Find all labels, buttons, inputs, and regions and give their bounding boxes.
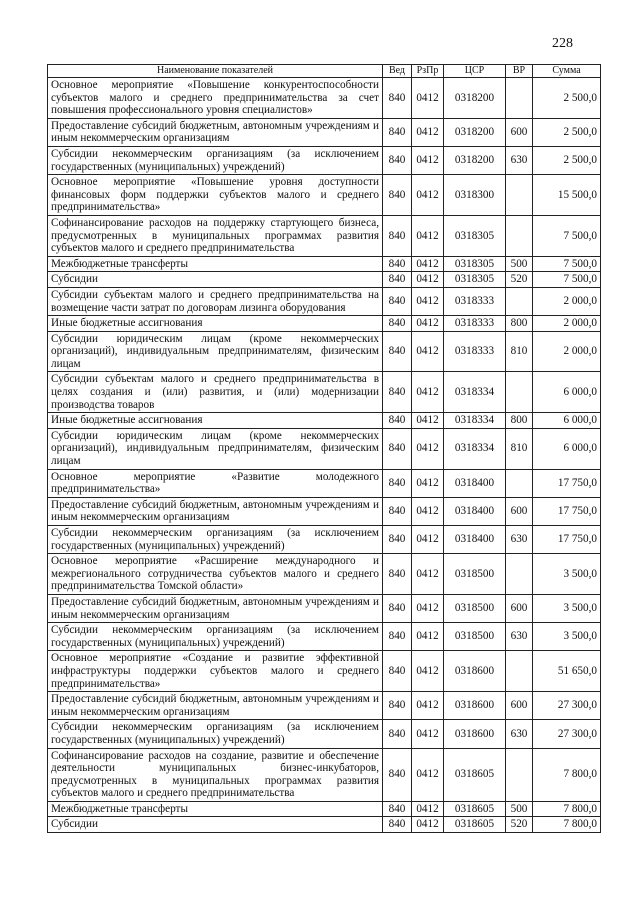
table-row <box>48 594 601 622</box>
row-name: Субсидии субъектам малого и среднего предпринимательства в целях создания и (или) развития, и (или) модернизации производства товаров <box>48 372 383 413</box>
row-ved: 840 <box>383 256 412 272</box>
row-csr: 0318334 <box>444 413 506 429</box>
row-name: Основное мероприятие «Повышение конкурентоспособности субъектов малого и среднего предпринимательства за счет повышения профессионального уровня специалистов» <box>48 78 383 119</box>
row-csr: 0318500 <box>444 554 506 595</box>
row-csr: 0318200 <box>444 146 506 174</box>
row-sum: 17 750,0 <box>533 497 601 525</box>
row-rzpr: 0412 <box>412 78 444 119</box>
table-row <box>48 817 601 833</box>
table-row <box>48 413 601 429</box>
row-name: Основное мероприятие «Создание и развитие эффективной инфраструктуры поддержки субъектов малого и среднего предпринимательства» <box>48 651 383 692</box>
row-csr: 0318333 <box>444 331 506 372</box>
page-number: 228 <box>552 36 573 51</box>
row-name: Субсидии некоммерческим организациям (за исключением государственных (муниципальных) учреждений) <box>48 146 383 174</box>
row-rzpr: 0412 <box>412 469 444 497</box>
row-ved: 840 <box>383 78 412 119</box>
row-ved: 840 <box>383 497 412 525</box>
row-csr: 0318200 <box>444 118 506 146</box>
row-rzpr: 0412 <box>412 372 444 413</box>
row-ved: 840 <box>383 801 412 817</box>
row-vr <box>506 651 533 692</box>
row-csr: 0318305 <box>444 272 506 288</box>
row-vr: 630 <box>506 623 533 651</box>
header-name: Наименование показателей <box>48 65 383 78</box>
row-ved: 840 <box>383 413 412 429</box>
row-vr <box>506 78 533 119</box>
table-row <box>48 497 601 525</box>
row-vr: 810 <box>506 428 533 469</box>
row-name: Межбюджетные трансферты <box>48 256 383 272</box>
row-csr: 0318305 <box>444 215 506 256</box>
row-vr <box>506 215 533 256</box>
row-ved: 840 <box>383 372 412 413</box>
row-name: Софинансирование расходов на поддержку стартующего бизнеса, предусмотренных в муниципальных программах развития субъектов малого и среднего предпринимательства <box>48 215 383 256</box>
row-sum: 2 500,0 <box>533 78 601 119</box>
row-sum: 15 500,0 <box>533 175 601 216</box>
table-header-row <box>48 65 601 78</box>
row-vr: 500 <box>506 256 533 272</box>
table-row <box>48 146 601 174</box>
row-name: Основное мероприятие «Расширение международного и межрегионального сотрудничества субъектов малого и среднего предпринимательства Томской области» <box>48 554 383 595</box>
row-csr: 0318605 <box>444 748 506 801</box>
table-row <box>48 651 601 692</box>
row-sum: 7 500,0 <box>533 272 601 288</box>
table-row <box>48 272 601 288</box>
header-vr: ВР <box>506 65 533 78</box>
row-rzpr: 0412 <box>412 413 444 429</box>
row-ved: 840 <box>383 692 412 720</box>
row-rzpr: 0412 <box>412 554 444 595</box>
row-sum: 2 500,0 <box>533 146 601 174</box>
row-vr: 600 <box>506 692 533 720</box>
row-sum: 3 500,0 <box>533 594 601 622</box>
header-sum: Сумма <box>533 65 601 78</box>
row-vr <box>506 748 533 801</box>
row-sum: 2 500,0 <box>533 118 601 146</box>
row-csr: 0318500 <box>444 594 506 622</box>
row-sum: 51 650,0 <box>533 651 601 692</box>
row-name: Субсидии <box>48 817 383 833</box>
row-vr <box>506 469 533 497</box>
row-name: Субсидии юридическим лицам (кроме некоммерческих организаций), индивидуальным предпринимателям, физическим лицам <box>48 428 383 469</box>
row-csr: 0318334 <box>444 428 506 469</box>
row-rzpr: 0412 <box>412 175 444 216</box>
row-name: Софинансирование расходов на создание, развитие и обеспечение деятельности муниципальных бизнес-инкубаторов, предусмотренных в муниципальных программах развития субъектов малого и среднего предпринимательства <box>48 748 383 801</box>
row-rzpr: 0412 <box>412 256 444 272</box>
row-name: Субсидии <box>48 272 383 288</box>
row-rzpr: 0412 <box>412 428 444 469</box>
row-vr: 520 <box>506 272 533 288</box>
row-sum: 7 800,0 <box>533 801 601 817</box>
row-sum: 3 500,0 <box>533 554 601 595</box>
row-rzpr: 0412 <box>412 594 444 622</box>
row-name: Основное мероприятие «Повышение уровня доступности финансовых форм поддержки субъектов малого и среднего предпринимательства» <box>48 175 383 216</box>
row-name: Предоставление субсидий бюджетным, автономным учреждениям и иным некоммерческим организациям <box>48 497 383 525</box>
table-row <box>48 256 601 272</box>
row-vr: 810 <box>506 331 533 372</box>
row-rzpr: 0412 <box>412 692 444 720</box>
table-row <box>48 801 601 817</box>
row-csr: 0318500 <box>444 623 506 651</box>
row-vr: 600 <box>506 594 533 622</box>
row-csr: 0318600 <box>444 651 506 692</box>
row-rzpr: 0412 <box>412 497 444 525</box>
row-sum: 7 500,0 <box>533 256 601 272</box>
row-ved: 840 <box>383 817 412 833</box>
row-csr: 0318605 <box>444 801 506 817</box>
row-rzpr: 0412 <box>412 316 444 332</box>
row-vr <box>506 554 533 595</box>
row-rzpr: 0412 <box>412 817 444 833</box>
row-name: Межбюджетные трансферты <box>48 801 383 817</box>
row-vr: 800 <box>506 316 533 332</box>
row-ved: 840 <box>383 146 412 174</box>
row-ved: 840 <box>383 287 412 315</box>
row-csr: 0318605 <box>444 817 506 833</box>
row-vr: 630 <box>506 146 533 174</box>
row-name: Субсидии некоммерческим организациям (за исключением государственных (муниципальных) учреждений) <box>48 526 383 554</box>
row-name: Субсидии некоммерческим организациям (за исключением государственных (муниципальных) учреждений) <box>48 623 383 651</box>
row-name: Основное мероприятие «Развитие молодежного предпринимательства» <box>48 469 383 497</box>
row-csr: 0318333 <box>444 287 506 315</box>
row-csr: 0318600 <box>444 692 506 720</box>
row-ved: 840 <box>383 428 412 469</box>
row-vr: 630 <box>506 526 533 554</box>
row-rzpr: 0412 <box>412 118 444 146</box>
table-row <box>48 623 601 651</box>
table-row <box>48 469 601 497</box>
table-row <box>48 428 601 469</box>
row-csr: 0318334 <box>444 372 506 413</box>
row-rzpr: 0412 <box>412 215 444 256</box>
header-rzpr: РзПр <box>412 65 444 78</box>
row-rzpr: 0412 <box>412 720 444 748</box>
row-rzpr: 0412 <box>412 623 444 651</box>
budget-table <box>47 64 601 833</box>
row-ved: 840 <box>383 651 412 692</box>
row-sum: 7 800,0 <box>533 817 601 833</box>
header-ved: Вед <box>383 65 412 78</box>
row-name: Субсидии юридическим лицам (кроме некоммерческих организаций), индивидуальным предпринимателям, физическим лицам <box>48 331 383 372</box>
row-vr <box>506 372 533 413</box>
row-name: Предоставление субсидий бюджетным, автономным учреждениям и иным некоммерческим организациям <box>48 692 383 720</box>
table-row <box>48 331 601 372</box>
row-csr: 0318600 <box>444 720 506 748</box>
row-csr: 0318300 <box>444 175 506 216</box>
row-rzpr: 0412 <box>412 801 444 817</box>
row-rzpr: 0412 <box>412 331 444 372</box>
row-ved: 840 <box>383 526 412 554</box>
row-ved: 840 <box>383 272 412 288</box>
row-vr <box>506 287 533 315</box>
row-name: Субсидии некоммерческим организациям (за исключением государственных (муниципальных) учреждений) <box>48 720 383 748</box>
row-ved: 840 <box>383 720 412 748</box>
row-vr: 630 <box>506 720 533 748</box>
table-row <box>48 175 601 216</box>
row-csr: 0318400 <box>444 497 506 525</box>
row-vr: 800 <box>506 413 533 429</box>
row-sum: 3 500,0 <box>533 623 601 651</box>
row-sum: 6 000,0 <box>533 372 601 413</box>
table-row <box>48 215 601 256</box>
row-vr: 600 <box>506 118 533 146</box>
row-ved: 840 <box>383 175 412 216</box>
row-name: Иные бюджетные ассигнования <box>48 413 383 429</box>
row-sum: 7 500,0 <box>533 215 601 256</box>
row-ved: 840 <box>383 748 412 801</box>
table-row <box>48 526 601 554</box>
row-sum: 2 000,0 <box>533 287 601 315</box>
row-ved: 840 <box>383 594 412 622</box>
row-ved: 840 <box>383 469 412 497</box>
row-vr: 500 <box>506 801 533 817</box>
row-ved: 840 <box>383 331 412 372</box>
row-name: Предоставление субсидий бюджетным, автономным учреждениям и иным некоммерческим организациям <box>48 594 383 622</box>
row-csr: 0318333 <box>444 316 506 332</box>
row-sum: 7 800,0 <box>533 748 601 801</box>
row-ved: 840 <box>383 316 412 332</box>
row-rzpr: 0412 <box>412 272 444 288</box>
row-sum: 17 750,0 <box>533 526 601 554</box>
row-rzpr: 0412 <box>412 748 444 801</box>
row-sum: 27 300,0 <box>533 720 601 748</box>
row-name: Субсидии субъектам малого и среднего предпринимательства на возмещение части затрат по договорам лизинга оборудования <box>48 287 383 315</box>
table-row <box>48 748 601 801</box>
table-row <box>48 316 601 332</box>
row-name: Иные бюджетные ассигнования <box>48 316 383 332</box>
table-row <box>48 554 601 595</box>
table-body <box>48 78 601 833</box>
table-row <box>48 692 601 720</box>
row-ved: 840 <box>383 215 412 256</box>
table-row <box>48 287 601 315</box>
row-ved: 840 <box>383 118 412 146</box>
table-row <box>48 372 601 413</box>
row-csr: 0318400 <box>444 469 506 497</box>
row-rzpr: 0412 <box>412 526 444 554</box>
row-rzpr: 0412 <box>412 287 444 315</box>
row-csr: 0318200 <box>444 78 506 119</box>
row-vr <box>506 175 533 216</box>
row-rzpr: 0412 <box>412 146 444 174</box>
table-row <box>48 78 601 119</box>
row-ved: 840 <box>383 623 412 651</box>
row-rzpr: 0412 <box>412 651 444 692</box>
row-vr: 600 <box>506 497 533 525</box>
row-csr: 0318305 <box>444 256 506 272</box>
row-sum: 2 000,0 <box>533 316 601 332</box>
row-sum: 6 000,0 <box>533 428 601 469</box>
row-name: Предоставление субсидий бюджетным, автономным учреждениям и иным некоммерческим организациям <box>48 118 383 146</box>
row-vr: 520 <box>506 817 533 833</box>
row-sum: 2 000,0 <box>533 331 601 372</box>
header-csr: ЦСР <box>444 65 506 78</box>
row-sum: 17 750,0 <box>533 469 601 497</box>
table-row <box>48 118 601 146</box>
row-sum: 27 300,0 <box>533 692 601 720</box>
table-row <box>48 720 601 748</box>
row-ved: 840 <box>383 554 412 595</box>
row-csr: 0318400 <box>444 526 506 554</box>
row-sum: 6 000,0 <box>533 413 601 429</box>
